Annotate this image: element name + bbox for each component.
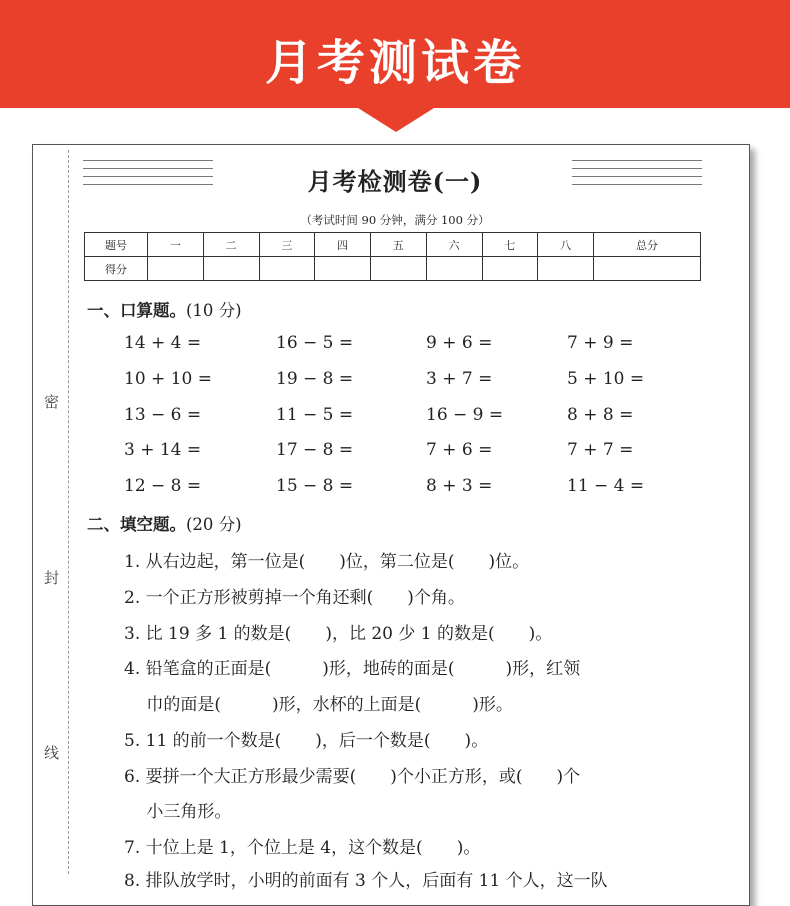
fill-blank-line: 2. 一个正方形被剪掉一个角还剩( )个角。: [124, 588, 465, 608]
calc-item: 7 + 6 =: [426, 440, 493, 460]
fill-blank-line: 小三角形。: [124, 802, 232, 822]
score-header-cell: 六: [426, 233, 482, 257]
score-header-cell: 题号: [85, 233, 148, 257]
calc-item: 10 + 10 =: [124, 369, 212, 389]
section1-points: (10 分): [186, 301, 242, 320]
calc-item: 16 − 5 =: [276, 333, 354, 353]
paper-subtitle: （考试时间 90 分钟，满分 100 分）: [300, 213, 490, 227]
score-blank-cell: [594, 257, 701, 281]
score-blank-cell: [259, 257, 315, 281]
calc-item: 14 + 4 =: [124, 333, 202, 353]
score-blank-cell: [148, 257, 204, 281]
fill-blank-line: 4. 铅笔盒的正面是( )形，地砖的面是( )形，红领: [124, 659, 581, 679]
title-deco-right: [572, 160, 702, 192]
fill-blank-line: 8. 排队放学时，小明的前面有 3 个人，后面有 11 个人，这一队: [124, 871, 608, 891]
calc-item: 7 + 7 =: [567, 440, 634, 460]
calc-item: 5 + 10 =: [567, 369, 645, 389]
score-header-cell: 三: [259, 233, 315, 257]
calc-item: 8 + 8 =: [567, 405, 634, 425]
calc-item: 3 + 14 =: [124, 440, 202, 460]
score-table-header-row: [85, 233, 701, 257]
binding-line: [68, 150, 69, 874]
score-blank-cell: [371, 257, 427, 281]
score-header-cell: 四: [315, 233, 371, 257]
score-row-label: 得分: [85, 257, 148, 281]
fill-blank-line: 1. 从右边起，第一位是( )位，第二位是( )位。: [124, 552, 530, 572]
score-header-cell: 一: [148, 233, 204, 257]
score-blank-cell: [203, 257, 259, 281]
fill-blank-line: 3. 比 19 多 1 的数是( )，比 20 少 1 的数是( )。: [124, 624, 553, 644]
fill-blank-line: 6. 要拼一个大正方形最少需要( )个小正方形，或( )个: [124, 767, 581, 787]
score-header-cell: 二: [203, 233, 259, 257]
fill-blank-line: 5. 11 的前一个数是( )，后一个数是( )。: [124, 731, 489, 751]
score-header-cell: 五: [371, 233, 427, 257]
banner-notch: [358, 108, 434, 132]
section1-title: 一、口算题。: [87, 301, 186, 320]
score-header-cell: 七: [482, 233, 538, 257]
banner-title: 月考测试卷: [264, 35, 525, 91]
score-blank-cell: [538, 257, 594, 281]
fill-blank-line: 7. 十位上是 1，个位上是 4，这个数是( )。: [124, 838, 481, 858]
calc-item: 16 − 9 =: [426, 405, 504, 425]
calc-item: 15 − 8 =: [276, 476, 354, 496]
calc-item: 17 − 8 =: [276, 440, 354, 460]
calc-item: 8 + 3 =: [426, 476, 493, 496]
calc-item: 11 − 5 =: [276, 405, 354, 425]
calc-item: 13 − 6 =: [124, 405, 202, 425]
score-header-cell: 总分: [594, 233, 701, 257]
title-deco-left: [83, 160, 213, 192]
score-header-cell: 八: [538, 233, 594, 257]
calc-item: 3 + 7 =: [426, 369, 493, 389]
calc-item: 7 + 9 =: [567, 333, 634, 353]
fill-blank-line: 巾的面是( )形，水杯的上面是( )形。: [124, 695, 513, 715]
calc-item: 12 − 8 =: [124, 476, 202, 496]
score-blank-cell: [482, 257, 538, 281]
section2-heading: [87, 511, 242, 535]
calc-item: 11 − 4 =: [567, 476, 645, 496]
score-table-score-row: [85, 257, 701, 281]
seal-char-xian: 线: [44, 744, 60, 762]
section1-heading: [87, 297, 242, 321]
section2-points: (20 分): [186, 515, 242, 534]
score-blank-cell: [426, 257, 482, 281]
paper-title: 月考检测卷(一): [307, 167, 483, 196]
score-blank-cell: [315, 257, 371, 281]
section2-title: 二、填空题。: [87, 515, 186, 534]
seal-char-feng: 封: [44, 569, 60, 587]
score-table: [84, 232, 701, 281]
calc-item: 9 + 6 =: [426, 333, 493, 353]
calc-item: 19 − 8 =: [276, 369, 354, 389]
seal-char-mi: 密: [44, 393, 60, 411]
